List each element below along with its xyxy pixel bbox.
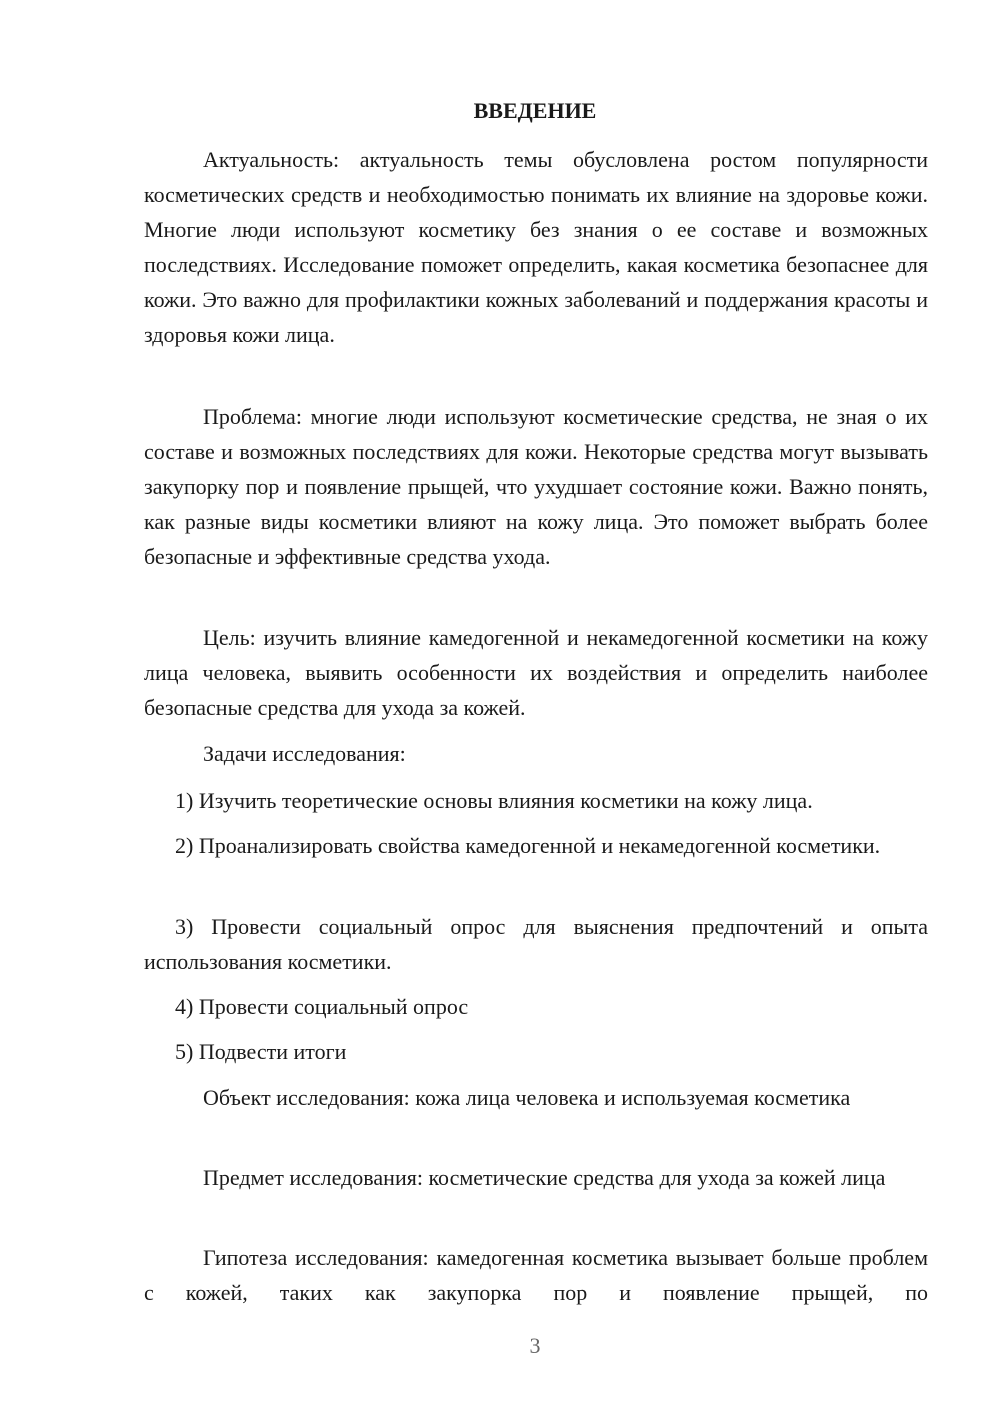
task-item-2: 2) Проанализировать свойства камедогенной и некамедогенной косметики. (175, 833, 881, 858)
task-item-4: 4) Провести социальный опрос (175, 994, 469, 1019)
paragraph-hypothesis: Гипотеза исследования: камедогенная косметика вызывает больше проблем с кожей, таких как закупорка пор и появление прыщей, по (144, 1245, 928, 1305)
paragraph-problem: Проблема: многие люди используют косметические средства, не зная о их составе и возможных последствиях для кожи. Некоторые средства могут вызывать закупорку пор и появление прыщей, что ухудшает состояние кожи. Важно понять, как разные виды косметики влияют на кожу лица. Это поможет выбрать более безопасные и эффективные средства ухода. (144, 404, 928, 569)
page-number: 3 (529, 1333, 541, 1358)
paragraph-goal: Цель: изучить влияние камедогенной и некамедогенной косметики на кожу лица человека, выявить особенности их воздействия и определить наиболее безопасные средства для ухода за кожей. (144, 625, 928, 720)
task-item-1: 1) Изучить теоретические основы влияния косметики на кожу лица. (175, 788, 813, 813)
tasks-heading: Задачи исследования: (203, 741, 406, 766)
paragraph-object: Объект исследования: кожа лица человека и используемая косметика (203, 1085, 851, 1110)
task-item-5: 5) Подвести итоги (175, 1039, 347, 1064)
paragraph-subject: Предмет исследования: косметические средства для ухода за кожей лица (203, 1165, 886, 1190)
task-item-3: 3) Провести социальный опрос для выяснения предпочтений и опыта использования косметики. (144, 914, 928, 974)
section-title: ВВЕДЕНИЕ (473, 98, 597, 123)
paragraph-relevance: Актуальность: актуальность темы обусловлена ростом популярности косметических средств и необходимостью понимать их влияние на здоровье кожи. Многие люди используют косметику без знания о ее составе и возможных последствиях. Исследование поможет определить, какая косметика безопаснее для кожи. Это важно для профилактики кожных заболеваний и поддержания красоты и здоровья кожи лица. (144, 147, 928, 347)
